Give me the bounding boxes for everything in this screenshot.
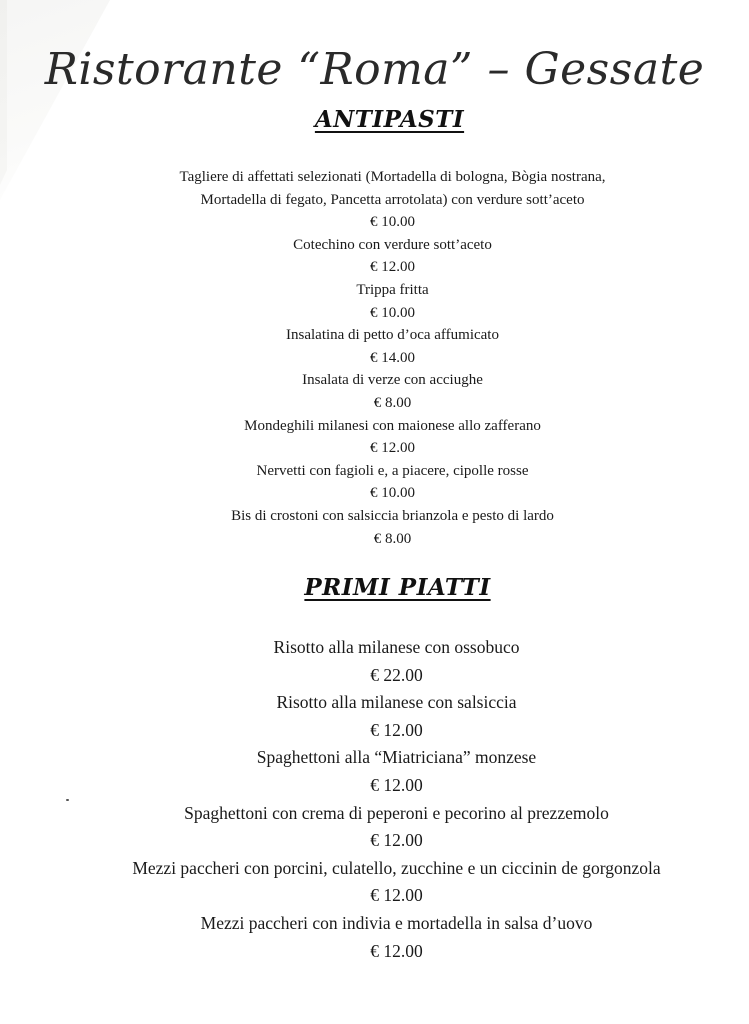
dish-name: Nervetti con fagioli e, a piacere, cipolle rosse — [256, 462, 529, 479]
dish-price: € 12.00 — [370, 774, 423, 795]
menu-item — [18, 166, 749, 234]
section-heading-primi-piatti: PRIMI PIATTI — [304, 574, 491, 601]
dish-name: Insalata di verze con acciughe — [302, 372, 483, 389]
dish-name: Mortadella di fegato, Pancetta arrotolata) con verdure sott’aceto — [200, 191, 585, 208]
dish-price: € 8.00 — [373, 394, 412, 411]
dish-price: € 12.00 — [370, 940, 423, 961]
menu-item — [18, 460, 749, 505]
menu-item — [22, 910, 749, 965]
dish-name: Mondeghili milanesi con maionese allo zafferano — [244, 417, 541, 434]
section-heading-antipasti: ANTIPASTI — [314, 106, 465, 133]
dish-name: Insalatina di petto d’oca affumicato — [286, 327, 499, 344]
menu-item — [18, 505, 749, 550]
dish-price: € 10.00 — [370, 304, 415, 321]
dish-price: € 12.00 — [370, 830, 423, 851]
dish-price: € 14.00 — [370, 349, 415, 366]
dish-price: € 12.00 — [370, 719, 423, 740]
menu-item — [18, 279, 749, 324]
menu-item — [18, 324, 749, 369]
menu-item — [22, 800, 749, 855]
dish-price: € 10.00 — [370, 214, 415, 231]
dish-price: € 8.00 — [373, 530, 412, 547]
dish-name: Mezzi paccheri con porcini, culatello, zucchine e un ciccinin de gorgonzola — [132, 857, 661, 878]
dish-name: Spaghettoni con crema di peperoni e pecorino al prezzemolo — [184, 802, 609, 823]
menu-item — [18, 415, 749, 460]
menu-item — [18, 234, 749, 279]
dish-name: Risotto alla milanese con ossobuco — [273, 637, 520, 657]
dish-name: Mezzi paccheri con indivia e mortadella in salsa d’uovo — [200, 912, 593, 933]
menu-item — [18, 369, 749, 414]
dish-price: € 22.00 — [370, 664, 423, 685]
dish-name: Tagliere di affettati selezionati (Mortadella di bologna, Bògia nostrana, — [179, 169, 606, 185]
dish-price: € 12.00 — [370, 440, 415, 457]
dish-name: Cotechino con verdure sott’aceto — [293, 236, 492, 253]
dish-name: Trippa fritta — [356, 281, 429, 298]
dish-name: Spaghettoni alla “Miatriciana” monzese — [256, 747, 537, 768]
menu-item — [22, 634, 749, 689]
dish-price: € 12.00 — [370, 259, 415, 276]
dish-name: Risotto alla milanese con salsiccia — [276, 692, 517, 713]
dish-price: € 12.00 — [370, 885, 423, 906]
menu-item — [22, 689, 749, 744]
dish-price: € 10.00 — [370, 485, 415, 502]
primi-piatti-list — [22, 634, 749, 965]
restaurant-title: Ristorante “Roma” – Gessate — [44, 44, 705, 95]
dish-name: Bis di crostoni con salsiccia brianzola e pesto di lardo — [231, 507, 554, 524]
antipasti-list — [18, 166, 749, 550]
menu-item — [22, 855, 749, 910]
menu-item — [22, 744, 749, 799]
